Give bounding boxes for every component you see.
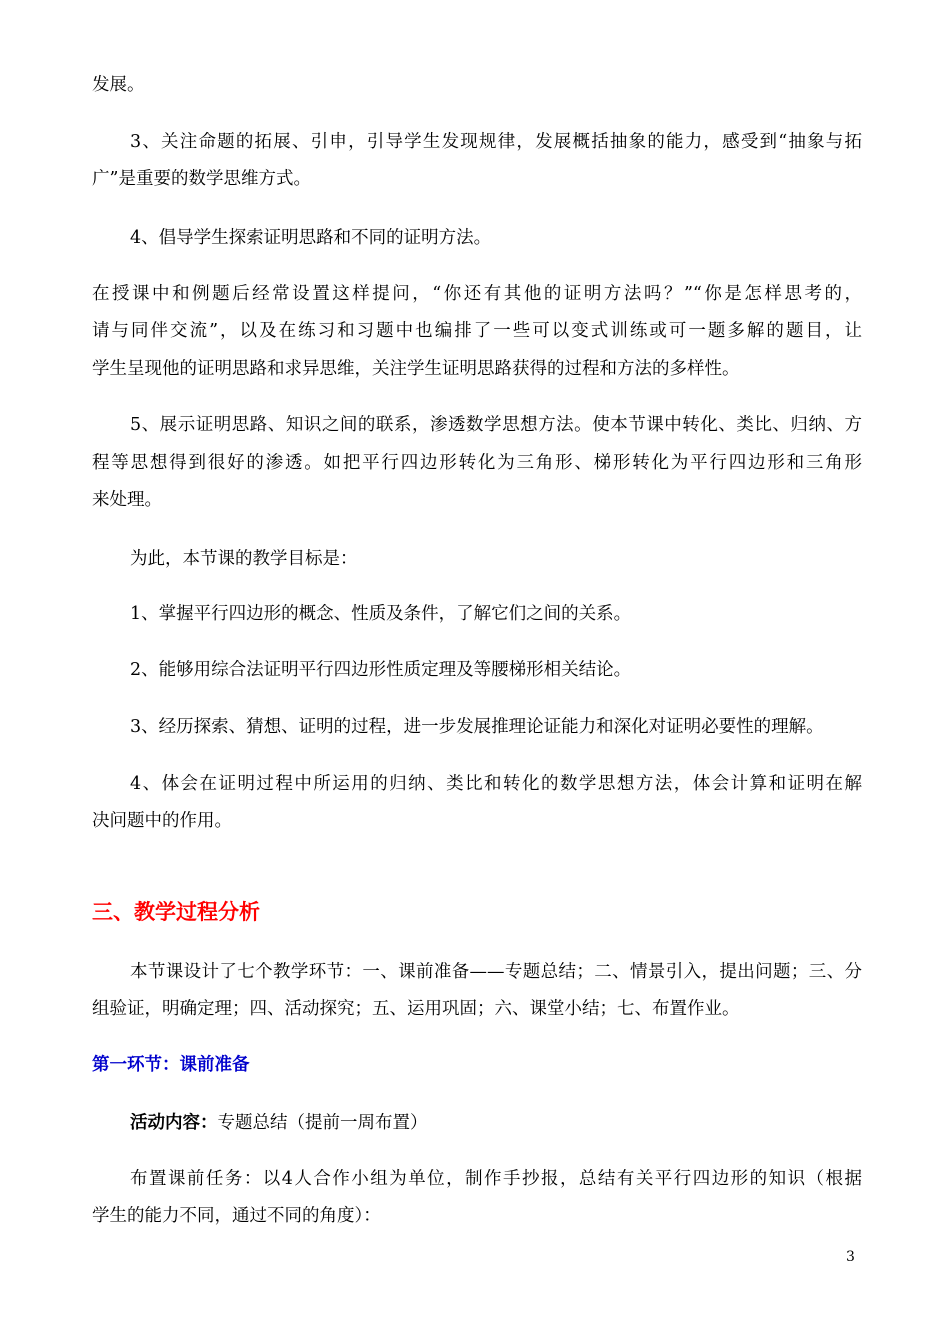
- objective-item: 2、能够用综合法证明平行四边形性质定理及等腰梯形相关结论。: [130, 660, 632, 680]
- paragraph-line: 来处理。: [92, 490, 162, 510]
- paragraph-line: 5、展示证明思路、知识之间的联系，渗透数学思想方法。使本节课中转化、类比、归纳、方: [130, 415, 862, 435]
- paragraph-line: 4、倡导学生探索证明思路和不同的证明方法。: [130, 228, 492, 248]
- activity-text: 专题总结（提前一周布置）: [217, 1113, 428, 1133]
- page-number: 3: [846, 1249, 855, 1265]
- paragraph-line: 在授课中和例题后经常设置这样提问，“你还有其他的证明方法吗？”“你是怎样思考的，: [92, 284, 862, 304]
- paragraph-line: 3、关注命题的拓展、引申，引导学生发现规律，发展概括抽象的能力，感受到“抽象与拓: [130, 132, 862, 152]
- paragraph-line: 布置课前任务：以4人合作小组为单位，制作手抄报，总结有关平行四边形的知识（根据: [130, 1169, 862, 1189]
- paragraph-line: 学生的能力不同，通过不同的角度）：: [92, 1206, 381, 1226]
- sub-heading: 第一环节：课前准备: [92, 1055, 250, 1075]
- paragraph-line: 学生呈现他的证明思路和求异思维，关注学生证明思路获得的过程和方法的多样性。: [92, 359, 740, 379]
- activity-line: [130, 1112, 862, 1134]
- section-heading: 三、教学过程分析: [92, 900, 260, 924]
- paragraph-line: 决问题中的作用。: [92, 811, 232, 831]
- objective-item: 3、经历探索、猜想、证明的过程，进一步发展推理论证能力和深化对证明必要性的理解。: [130, 717, 824, 737]
- paragraph-line: 为此，本节课的教学目标是：: [130, 549, 358, 569]
- paragraph-line: 本节课设计了七个教学环节：一、课前准备——专题总结；二、情景引入，提出问题；三、分: [130, 962, 862, 982]
- objective-item: 1、掌握平行四边形的概念、性质及条件，了解它们之间的关系。: [130, 604, 632, 624]
- paragraph-line: 组验证，明确定理；四、活动探究；五、运用巩固；六、课堂小结；七、布置作业。: [92, 999, 740, 1019]
- paragraph-line: 广”是重要的数学思维方式。: [92, 169, 311, 189]
- activity-label: 活动内容：: [130, 1113, 218, 1133]
- paragraph-line: 发展。: [92, 75, 145, 95]
- objective-item: 4、体会在证明过程中所运用的归纳、类比和转化的数学思想方法，体会计算和证明在解: [130, 774, 862, 794]
- paragraph-line: 请与同伴交流”，以及在练习和习题中也编排了一些可以变式训练或可一题多解的题目，让: [92, 321, 862, 341]
- paragraph-line: 程等思想得到很好的渗透。如把平行四边形转化为三角形、梯形转化为平行四边形和三角形: [92, 453, 862, 473]
